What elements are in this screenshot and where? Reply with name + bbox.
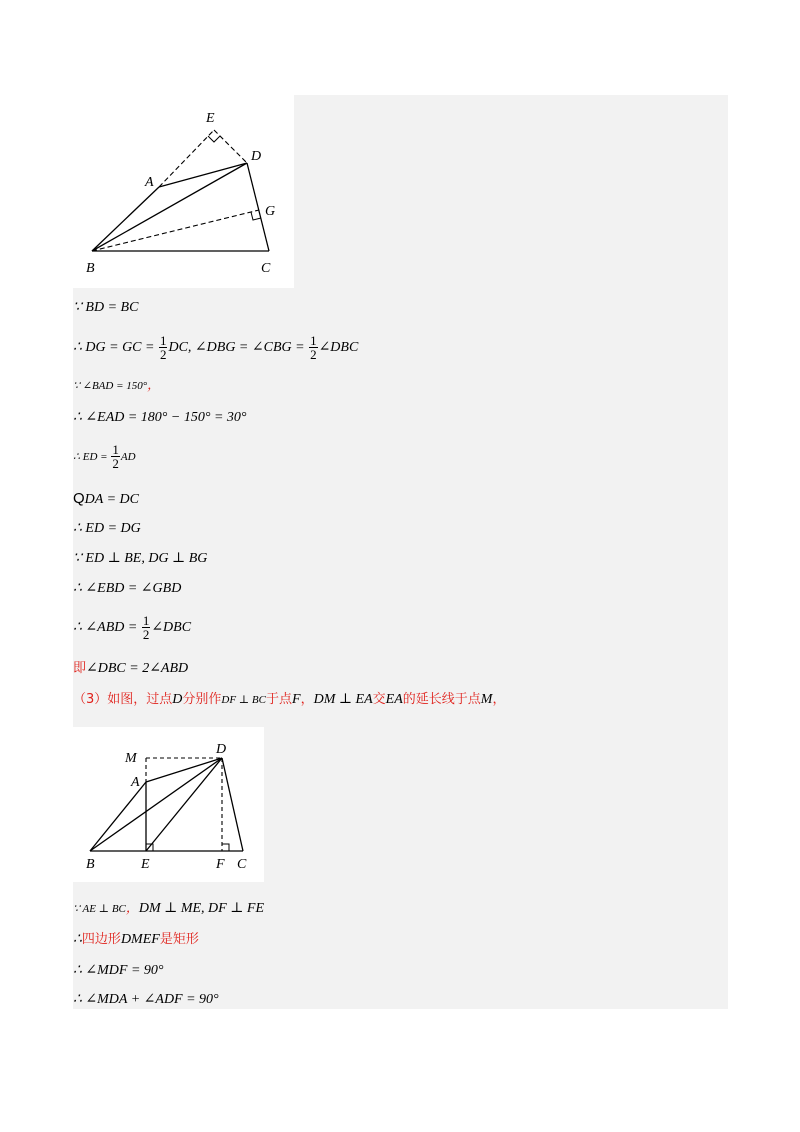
line-14: ∴ ∠MDF = 90° <box>73 963 164 978</box>
line-13-part-b: 四边形 <box>81 932 121 947</box>
line-10 <box>73 614 191 642</box>
line-12-part-b: ， <box>125 901 139 916</box>
fraction-numerator: 1 <box>159 333 167 348</box>
segment-dc <box>222 758 243 851</box>
line-7: ∴ ED = DG <box>73 521 141 536</box>
fraction-half-4 <box>142 614 151 642</box>
segment-bd <box>90 758 222 851</box>
label-m: M <box>125 751 137 766</box>
line-3-part-a: ∵ ∠BAD = 150° <box>73 380 148 392</box>
p3-f: F <box>292 692 301 707</box>
segment-ba <box>90 782 146 851</box>
line-11-part-a: 即 <box>73 661 87 676</box>
label-b: B <box>86 261 95 276</box>
p3-k: 的延长线于点 <box>402 692 481 707</box>
line-3 <box>73 377 160 395</box>
p3-m: ， <box>492 692 506 707</box>
line-8: ∵ ED ⊥ BE, DG ⊥ BG <box>73 551 208 566</box>
fraction-numerator: 1 <box>112 442 119 457</box>
p3-g: ， <box>300 692 314 707</box>
line-9: ∴ ∠EBD = ∠GBD <box>73 581 182 596</box>
line-12 <box>73 900 264 918</box>
p3-i: 交 <box>372 692 386 707</box>
line-13-part-a: ∴ <box>73 932 82 947</box>
p3-a: （3）如图，过点 <box>73 692 173 707</box>
line-2 <box>73 334 358 362</box>
line-5-part-a: ∴ ED = <box>73 451 111 464</box>
label-g: G <box>265 204 276 219</box>
geometry-figure-1 <box>73 95 294 288</box>
line-5-part-b: AD <box>120 451 136 464</box>
line-13 <box>73 931 199 949</box>
label-a: A <box>145 175 154 190</box>
line-3-part-b: ， <box>147 378 161 393</box>
fraction-numerator: 1 <box>310 333 317 348</box>
fraction-denominator: 2 <box>142 627 150 642</box>
segment-bd <box>92 163 247 251</box>
label-d: D <box>216 742 227 757</box>
line-6-q: Q <box>73 490 85 507</box>
label-a: A <box>131 775 140 790</box>
label-f: F <box>216 857 225 872</box>
p3-h: DM ⊥ EA <box>313 692 373 707</box>
p3-b: D <box>172 692 183 707</box>
label-e: E <box>141 857 150 872</box>
segment-ae-dashed <box>159 130 214 187</box>
segment-ed-dashed <box>214 130 247 163</box>
segment-ad <box>159 163 247 187</box>
label-c: C <box>261 261 271 276</box>
figure-1-drawing <box>73 95 294 288</box>
label-b: B <box>86 857 95 872</box>
label-d: D <box>251 149 262 164</box>
geometry-figure-2 <box>73 727 264 882</box>
p3-j: EA <box>385 692 403 707</box>
line-10-part-a: ∴ ∠ABD = <box>73 620 141 636</box>
fraction-half-3 <box>111 443 120 471</box>
p3-d: DF ⊥ BC <box>221 694 266 706</box>
line-1: ∵ BD = BC <box>73 300 139 315</box>
segment-bg-dashed <box>92 210 259 251</box>
label-c: C <box>237 857 247 872</box>
p3-c: 分别作 <box>182 692 222 707</box>
line-11 <box>73 660 188 678</box>
p3-e: 于点 <box>266 692 293 707</box>
segment-ed <box>146 758 222 851</box>
line-5 <box>73 443 136 471</box>
fraction-half-1 <box>159 334 168 362</box>
fraction-numerator: 1 <box>142 613 150 628</box>
line-2-part-b: DC, ∠DBG = ∠CBG = <box>168 340 309 356</box>
line-13-part-d: 是矩形 <box>159 932 199 947</box>
line-6 <box>73 490 139 509</box>
label-e: E <box>206 111 215 126</box>
fraction-half-2 <box>309 334 318 362</box>
part-3-heading <box>73 691 505 709</box>
line-13-part-c: DMEF <box>120 932 160 947</box>
line-4: ∴ ∠EAD = 180° − 150° = 30° <box>73 410 247 425</box>
line-15: ∴ ∠MDA + ∠ADF = 90° <box>73 992 219 1007</box>
line-2-part-a: ∴ DG = GC = <box>73 340 158 356</box>
fraction-denominator: 2 <box>159 347 167 362</box>
line-12-part-c: DM ⊥ ME, DF ⊥ FE <box>138 901 264 916</box>
line-11-part-b: ∠DBC = 2∠ABD <box>86 661 189 676</box>
right-angle-mark-f <box>222 844 229 851</box>
fraction-denominator: 2 <box>310 347 317 362</box>
line-6-part-b: DA = DC <box>84 492 139 507</box>
line-10-part-b: ∠DBC <box>151 620 192 636</box>
line-12-part-a: ∵ AE ⊥ BC <box>73 903 126 915</box>
right-angle-mark-e <box>208 136 220 142</box>
fraction-denominator: 2 <box>112 456 119 471</box>
figure-2-drawing <box>73 727 264 882</box>
line-2-part-c: ∠DBC <box>318 340 359 356</box>
p3-l: M <box>480 692 493 707</box>
segment-ad <box>146 758 222 782</box>
